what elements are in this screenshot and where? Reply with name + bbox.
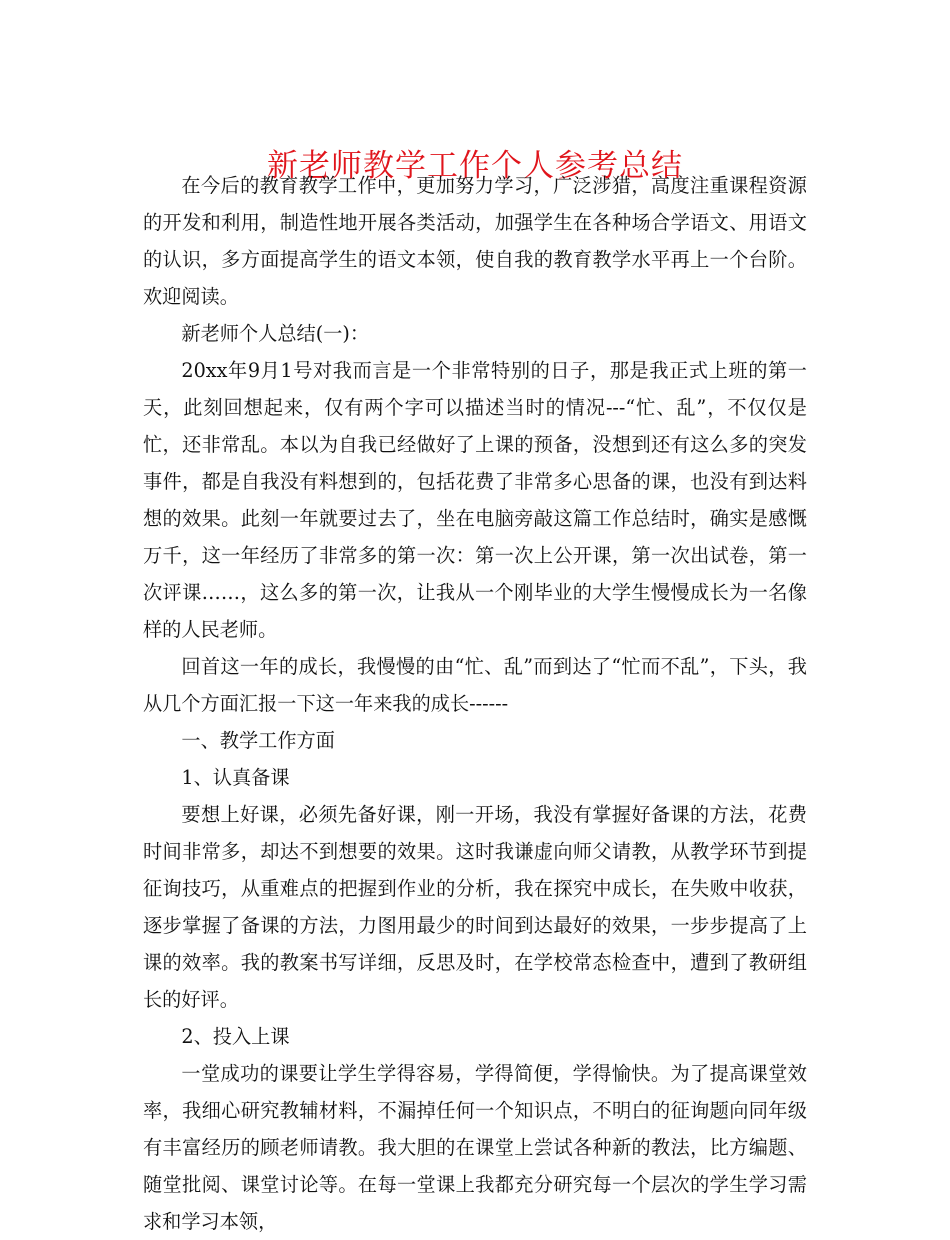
heading-teaching-work: 一、教学工作方面 bbox=[181, 729, 335, 752]
paragraph-intro: 在今后的教育教学工作中，更加努力学习，广泛涉猎，高度注重课程资源的开发和利用，制造性地开展各类活动，加强学生在各种场合学语文、用语文的认识，多方面提高学生的语文本领，使自我的教育教学水平再上一个台阶。欢迎阅读。 bbox=[143, 174, 807, 308]
document-title: 新老师教学工作个人参考总结 bbox=[267, 147, 683, 184]
paragraph-prepare-lessons: 要想上好课，必须先备好课，刚一开场，我没有掌握好备课的方法，花费时间非常多，却达不到想要的效果。这时我谦虚向师父请教，从教学环节到提征询技巧，从重难点的把握到作业的分析，我在探究中成长，在失败中收获，逐步掌握了备课的方法，力图用最少的时间到达最好的效果，一步步提高了上课的效率。我的教案书写详细，反思及时，在学校常态检查中，遭到了教研组长的好评。 bbox=[143, 803, 807, 1011]
heading-teach-classes: 2、投入上课 bbox=[181, 1025, 290, 1048]
paragraph-section-heading: 新老师个人总结(一)： bbox=[181, 322, 370, 345]
document-body bbox=[143, 167, 807, 1240]
heading-prepare-lessons: 1、认真备课 bbox=[181, 766, 290, 789]
paragraph-first-day: 20xx年9月1号对我而言是一个非常特别的日子，那是我正式上班的第一天，此刻回想起来，仅有两个字可以描述当时的情况---“忙、乱”，不仅仅是忙，还非常乱。本以为自我已经做好了上课的预备，没想到还有这么多的突发事件，都是自我没有料想到的，包括花费了非常多心思备的课，也没有到达料想的效果。此刻一年就要过去了，坐在电脑旁敲这篇工作总结时，确实是感慨万千，这一年经历了非常多的第一次：第一次上公开课，第一次出试卷，第一次评课……，这么多的第一次，让我从一个刚毕业的大学生慢慢成长为一名像样的人民老师。 bbox=[143, 359, 807, 641]
paragraph-teach-classes: 一堂成功的课要让学生学得容易，学得简便，学得愉快。为了提高课堂效率，我细心研究教辅材料，不漏掉任何一个知识点，不明白的征询题向同年级有丰富经历的顾老师请教。我大胆的在课堂上尝试各种新的教法，比方编题、随堂批阅、课堂讨论等。在每一堂课上我都充分研究每一个层次的学生学习需求和学习本领， bbox=[143, 1062, 807, 1233]
paragraph-review: 回首这一年的成长，我慢慢的由“忙、乱”而到达了“忙而不乱”，下头，我从几个方面汇报一下这一年来我的成长------ bbox=[143, 655, 807, 715]
